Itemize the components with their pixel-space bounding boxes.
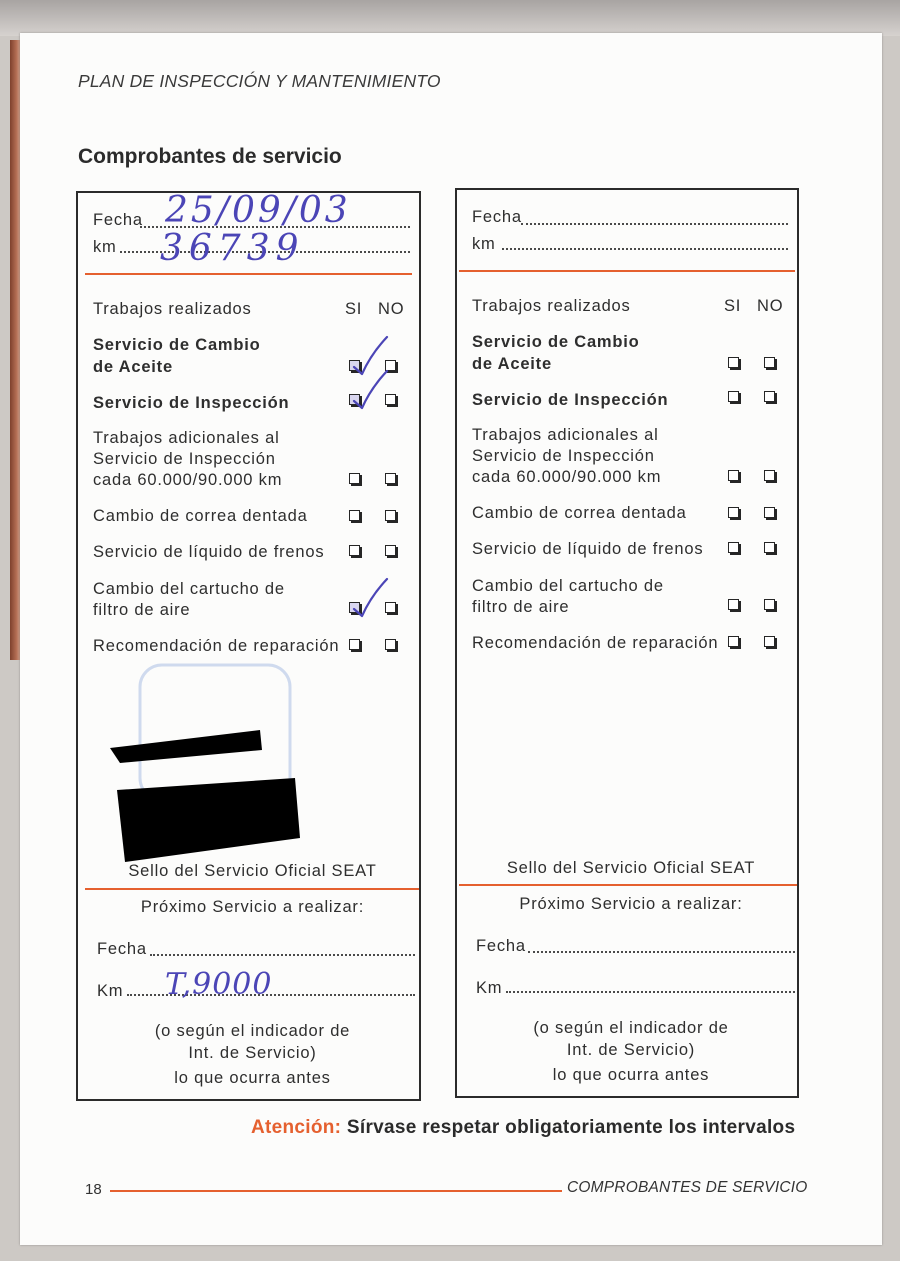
next-km-label: Km (476, 979, 503, 997)
fecha-label: Fecha (93, 211, 143, 229)
orange-divider (459, 884, 797, 886)
work-item-line: Recomendación de reparación (93, 637, 340, 655)
work-item-inspection (93, 392, 289, 414)
work-item-air-filter (93, 579, 285, 621)
whichever-first-note: lo que ocurra antes (174, 1069, 331, 1087)
work-item-oil-change (93, 334, 261, 378)
work-item-line: Servicio de Inspección (93, 450, 276, 468)
work-item-line: cada 60.000/90.000 km (93, 471, 283, 489)
work-item-line: Servicio de Cambio (93, 336, 261, 354)
work-item-additional-work (472, 425, 661, 488)
scan-background (0, 0, 900, 36)
work-item-line: filtro de aire (472, 598, 570, 616)
work-item-line: Recomendación de reparación (472, 634, 719, 652)
work-item-line: Servicio de Cambio (472, 333, 640, 351)
stamp-label: Sello del Servicio Oficial SEAT (128, 862, 377, 880)
si-column-header: SI (724, 297, 742, 315)
work-item-line: de Aceite (93, 358, 173, 376)
km-label: km (93, 238, 117, 256)
inspection-si-checkbox (349, 394, 360, 405)
work-item-line: Trabajos adicionales al (472, 426, 659, 444)
work-item-line: Cambio del cartucho de (93, 580, 285, 598)
redaction-box (110, 730, 262, 763)
service-indicator-note (457, 1017, 797, 1061)
air-filter-si-checkbox (349, 602, 360, 613)
handwritten-next-km: T,9000 (165, 967, 273, 1002)
work-item-line: Cambio de correa dentada (93, 507, 308, 525)
next-service-label: Próximo Servicio a realizar: (519, 895, 743, 913)
work-item-inspection (472, 389, 668, 411)
timing-belt-si-checkbox (728, 507, 739, 518)
brake-fluid-no-checkbox (764, 542, 775, 553)
attention-text: Sírvase respetar obligatoriamente los intervalos (346, 1117, 796, 1138)
timing-belt-si-checkbox (349, 510, 360, 521)
service-voucher-card-2 (455, 188, 799, 1098)
work-item-oil-change (472, 331, 640, 375)
inspection-no-checkbox (385, 394, 396, 405)
oil-change-si-checkbox (728, 357, 739, 368)
no-column-header: NO (378, 300, 405, 318)
timing-belt-no-checkbox (385, 510, 396, 521)
next-fecha-dotted-line (528, 951, 795, 953)
footer-section-title: COMPROBANTES DE SERVICIO (567, 1179, 808, 1196)
no-column-header: NO (757, 297, 784, 315)
work-item-line: Cambio del cartucho de (472, 577, 664, 595)
brake-fluid-si-checkbox (349, 545, 360, 556)
timing-belt-no-checkbox (764, 507, 775, 518)
handwritten-km: 36739 (160, 228, 305, 269)
stamp-outline (140, 665, 290, 800)
additional-work-no-checkbox (764, 470, 775, 481)
running-title: PLAN DE INSPECCIÓN Y MANTENIMIENTO (78, 71, 441, 91)
work-item-line: cada 60.000/90.000 km (472, 468, 662, 486)
next-fecha-label: Fecha (97, 940, 147, 958)
section-title: Comprobantes de servicio (78, 145, 342, 168)
redaction-box (117, 778, 300, 862)
orange-divider (85, 273, 412, 275)
work-item-timing-belt (93, 506, 308, 527)
stamp-label: Sello del Servicio Oficial SEAT (506, 859, 756, 877)
next-fecha-label: Fecha (476, 937, 526, 955)
work-item-brake-fluid (93, 542, 324, 563)
work-header: Trabajos realizados (93, 300, 252, 318)
air-filter-no-checkbox (764, 599, 775, 610)
next-km-label: Km (97, 982, 124, 1000)
handwritten-check-mark-icon (347, 366, 393, 414)
work-header: Trabajos realizados (472, 297, 631, 315)
next-fecha-dotted-line (150, 954, 415, 956)
whichever-first-note: lo que ocurra antes (552, 1066, 710, 1084)
work-item-repair-recommendation (93, 636, 339, 657)
brake-fluid-si-checkbox (728, 542, 739, 553)
page-number: 18 (85, 1181, 102, 1198)
work-item-brake-fluid (472, 539, 703, 560)
next-service-label: Próximo Servicio a realizar: (140, 898, 365, 916)
work-item-air-filter (472, 576, 664, 618)
work-item-line: Servicio de líquido de frenos (93, 543, 325, 561)
work-item-line: Servicio de Inspección (472, 447, 655, 465)
air-filter-si-checkbox (728, 599, 739, 610)
work-item-line: filtro de aire (93, 601, 191, 619)
work-item-line: de Aceite (472, 355, 552, 373)
km-label: km (472, 235, 496, 253)
handwritten-date: 25/09/03 (165, 190, 351, 231)
work-item-line: Trabajos adicionales al (93, 429, 280, 447)
attention-notice (251, 1117, 795, 1139)
service-voucher-card-1 (76, 191, 421, 1101)
attention-label: Atención: (251, 1117, 342, 1138)
work-item-line: Servicio de Inspección (472, 391, 669, 409)
work-item-line: Servicio de Inspección (93, 394, 290, 412)
footer-rule (110, 1190, 562, 1192)
orange-divider (85, 888, 419, 890)
service-indicator-note (78, 1020, 419, 1064)
air-filter-no-checkbox (385, 602, 396, 613)
work-item-line: Cambio de correa dentada (472, 504, 687, 522)
work-item-timing-belt (472, 503, 687, 524)
note-line: (o según el indicador de (154, 1022, 351, 1040)
work-item-repair-recommendation (472, 633, 718, 654)
km-dotted-line (502, 248, 788, 250)
note-line: Int. de Servicio) (188, 1044, 317, 1062)
handwritten-check-mark-icon (347, 574, 393, 622)
inspection-no-checkbox (764, 391, 775, 402)
repair-recommendation-si-checkbox (728, 636, 739, 647)
additional-work-no-checkbox (385, 473, 396, 484)
repair-recommendation-si-checkbox (349, 639, 360, 650)
additional-work-si-checkbox (349, 473, 360, 484)
additional-work-si-checkbox (728, 470, 739, 481)
note-line: (o según el indicador de (533, 1019, 729, 1037)
next-km-dotted-line (506, 991, 795, 993)
repair-recommendation-no-checkbox (385, 639, 396, 650)
work-item-line: Servicio de líquido de frenos (472, 540, 704, 558)
oil-change-no-checkbox (764, 357, 775, 368)
orange-divider (459, 270, 795, 272)
brake-fluid-no-checkbox (385, 545, 396, 556)
note-line: Int. de Servicio) (566, 1041, 696, 1059)
work-item-additional-work (93, 428, 282, 491)
si-column-header: SI (345, 300, 363, 318)
fecha-dotted-line (521, 223, 788, 225)
inspection-si-checkbox (728, 391, 739, 402)
repair-recommendation-no-checkbox (764, 636, 775, 647)
fecha-label: Fecha (472, 208, 522, 226)
